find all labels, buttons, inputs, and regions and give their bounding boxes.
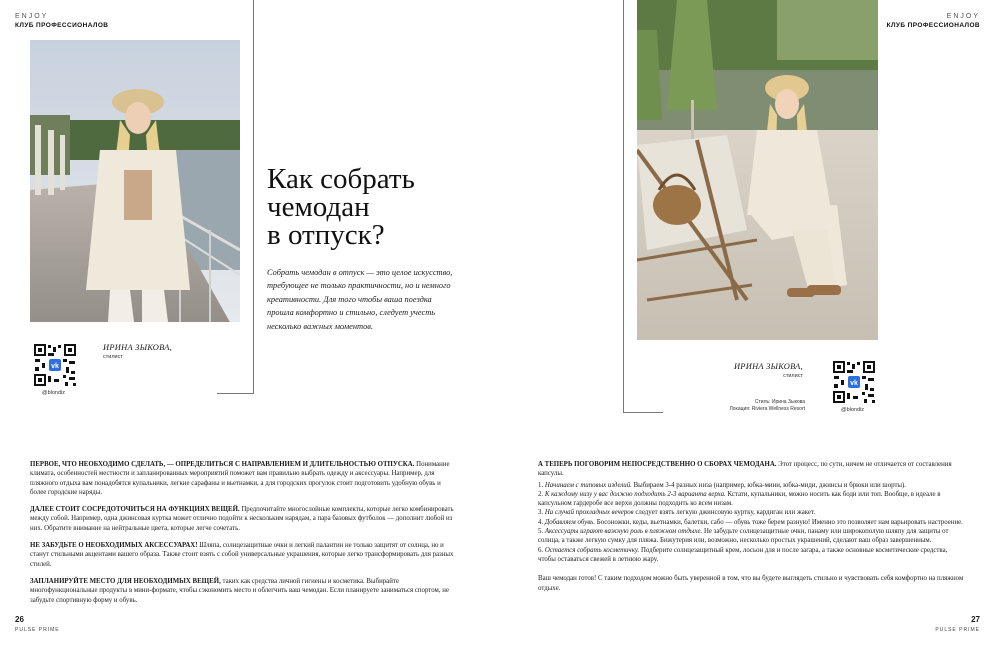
paragraph-lead: НЕ ЗАБУДЬТЕ О НЕОБХОДИМЫХ АКСЕССУАРАХ!: [30, 542, 198, 550]
closing-paragraph: Ваш чемодан готов! С таким подходом можно быть уверенной в том, что вы будете выглядеть стильно и чувствовать себя комфортно на пляжном отдыхе.: [538, 575, 964, 592]
author-role: стилист: [103, 354, 123, 360]
list-item: 2. К каждому низу у вас должно подходить 2-3 варианта верха. Кстати, купальники, можно носить как боди или топ. Вообще, в идеале в капсульном гардеробе все верхи должны подходить ко всем низам.: [538, 490, 941, 508]
page-number-right: 27: [971, 615, 980, 624]
paragraph-lead: ЗАПЛАНИРУЙТЕ МЕСТО ДЛЯ НЕОБХОДИМЫХ ВЕЩЕЙ,: [30, 577, 221, 585]
frame-line-horizontal: [217, 393, 254, 394]
stylist-photo-pier-image: [30, 40, 240, 322]
body-paragraph: [30, 505, 457, 533]
body-paragraph: [538, 460, 965, 479]
credit-style: Стиль: Ирина Зыкова: [754, 399, 805, 405]
body-paragraph: [30, 577, 457, 605]
frame-line-vertical: [623, 0, 624, 412]
list-item-text: Подберите солнцезащитный крем, лосьон для и после загара, а также основные косметические средства, чтобы оставаться свежей в летнюю жару.: [538, 546, 948, 563]
list-item: 6. Остается собрать косметичку. Подберите солнцезащитный крем, лосьон для и после загара, а также основные косметические средства, чтобы оставаться свежей в летнюю жару.: [538, 546, 948, 563]
list-item-text: следует взять легкую джинсовую куртку, кардиган или жакет.: [633, 509, 816, 517]
svg-text:vk: vk: [850, 380, 858, 387]
frame-line-vertical: [253, 0, 254, 393]
page-number-left: 26: [15, 615, 24, 624]
paragraph-text: таких как средства личной гигиены и косметика. Выбирайте многофункциональные продукты в мини-формате, чтобы сэкономить место и облегчить ваш чемодан. Если планируете заниматься спортом, не забудьте спортивную форму и обувь.: [30, 577, 449, 604]
list-item-emphasis: К каждому низу у вас должно подходить 2-3 варианта верха.: [544, 490, 726, 498]
list-item-text: Выбираем 3-4 разных низа (например, юбка-мини, юбка-миди, джинсы и брюки или шорты).: [631, 481, 907, 489]
qr-code-icon: [832, 360, 876, 404]
author-role: стилист: [783, 373, 803, 379]
paragraph-lead: А ТЕПЕРЬ ПОГОВОРИМ НЕПОСРЕДСТВЕННО О СБОРАХ ЧЕМОДАНА.: [538, 461, 777, 468]
section-label: КЛУБ ПРОФЕССИОНАЛОВ: [886, 22, 980, 29]
paragraph-text: Шляпа, солнцезащитные очки и легкий палантин не только защитят от солнца, но и станут стильными акцентами вашего образа. Также стоит взять с собой универсальные украшения, которые легко трансформировать для разных стилей.: [30, 542, 454, 568]
svg-text:vk: vk: [51, 363, 59, 370]
list-item: 3. На случай прохладных вечеров следует взять легкую джинсовую куртку, кардиган или жакет.: [538, 509, 816, 517]
footer-right: PULSE PRIME: [935, 627, 980, 633]
brand-label: ENJOY: [946, 13, 980, 20]
list-item: 1. Начинаем с типовых изделий. Выбираем 3-4 разных низа (например, юбка-мини, юбка-миди, джинсы и брюки или шорты).: [538, 481, 907, 489]
list-item-emphasis: Аксессуары играют важную роль в пляжном отдыхе.: [544, 528, 703, 536]
list-item-emphasis: Добавляем обувь.: [544, 518, 596, 526]
list-item-text: Не забудьте солнцезащитные очки, панаму или широкополую шляпу для защиты от солнца, а также легкую сумку для пляжа. Бижутерия или, возможно, несколько простых украшений, сделают ваш образ завершенным.: [538, 528, 949, 545]
qr-code-icon: [33, 343, 77, 387]
author-name: ИРИНА ЗЫКОВА,: [733, 362, 803, 371]
stylist-photo-beach: [637, 0, 878, 340]
list-item: 5. Аксессуары играют важную роль в пляжном отдыхе. Не забудьте солнцезащитные очки, панаму или широкополую шляпу для защиты от солнца, а также легкую сумку для пляжа. Бижутерия или, возможно, несколько простых украшений, сделают ваш образ завершенным.: [538, 528, 949, 545]
body-paragraph: [30, 460, 457, 497]
qr-code[interactable]: [832, 360, 876, 404]
list-item-text: Кстати, купальники, можно носить как боди или топ. Вообще, в идеале в капсульном гардеробе все верхи должны подходить ко всем низам.: [538, 490, 941, 508]
stylist-photo-pier: [30, 40, 240, 322]
stylist-photo-beach-image: [637, 0, 878, 340]
list-item: 4. Добавляем обувь. Босоножки, кеды, вьетнамки, балетки, сабо — обувь тоже берем разную! Именно это позволяет нам варьировать настроение.: [538, 518, 963, 526]
section-label: КЛУБ ПРОФЕССИОНАЛОВ: [15, 22, 109, 29]
article-headline: [267, 165, 467, 249]
article-lead: Собрать чемодан в отпуск — это целое искусство, требующее не только практичности, но и немного креативности. Для того чтобы ваша поездка прошла комфортно и стильно, следует учесть несколько важных моментов.: [267, 268, 453, 331]
list-item-emphasis: Остается собрать косметичку.: [544, 546, 640, 554]
qr-handle: @blondiz: [42, 390, 66, 396]
body-paragraph: [30, 541, 457, 569]
headline-line-2: чемодан: [267, 191, 370, 223]
footer-left: PULSE PRIME: [15, 627, 60, 633]
paragraph-text: Этот процесс, по сути, ничем не отличается от составления капсулы.: [538, 461, 952, 478]
credit-location: Локация: Riviera Wellness Resort: [729, 406, 805, 412]
list-item-emphasis: Начинаем с типовых изделий.: [544, 481, 632, 489]
paragraph-lead: ПЕРВОЕ, ЧТО НЕОБХОДИМО СДЕЛАТЬ, — ОПРЕДЕЛИТЬСЯ С НАПРАВЛЕНИЕМ И ДЛИТЕЛЬНОСТЬЮ ОТПУСКА.: [30, 461, 415, 468]
list-item-text: Босоножки, кеды, вьетнамки, балетки, сабо — обувь тоже берем разную! Именно это позволяет нам варьировать настроение.: [595, 518, 963, 526]
headline-line-1: Как собрать: [267, 163, 415, 195]
headline-line-3: в отпуск?: [267, 219, 385, 251]
list-item-emphasis: На случай прохладных вечеров: [544, 509, 634, 517]
qr-code[interactable]: [33, 343, 77, 387]
right-body-text: [538, 460, 965, 601]
paragraph-lead: ДАЛЕЕ СТОИТ СОСРЕДОТОЧИТЬСЯ НА ФУНКЦИЯХ ВЕЩЕЙ.: [30, 506, 240, 514]
paragraph-text: Предпочитайте многослойные комплекты, которые легко комбинировать между собой. Например, одна джинсовая куртка может отлично подойти к нескольким нарядам, а пара базовых футболок — дополнит любой из них. Обратите внимание на нейтральные цвета, которые легче сочетать.: [30, 506, 454, 532]
brand-label: ENJOY: [15, 13, 49, 20]
paragraph-text: Понимание климата, особенностей местности и запланированных мероприятий поможет вам правильно выбрать одежду и аксессуары. Например, для пляжного отдыха вам понадобятся купальники, легкие сарафаны и вьетнамки, а для городских прогулок стоит подготовить удобную обувь и более городские наряды.: [30, 461, 450, 496]
frame-line-horizontal: [623, 412, 663, 413]
author-name: ИРИНА ЗЫКОВА,: [103, 343, 173, 352]
left-body-text: [30, 460, 457, 613]
qr-handle: @blondiz: [841, 407, 865, 413]
